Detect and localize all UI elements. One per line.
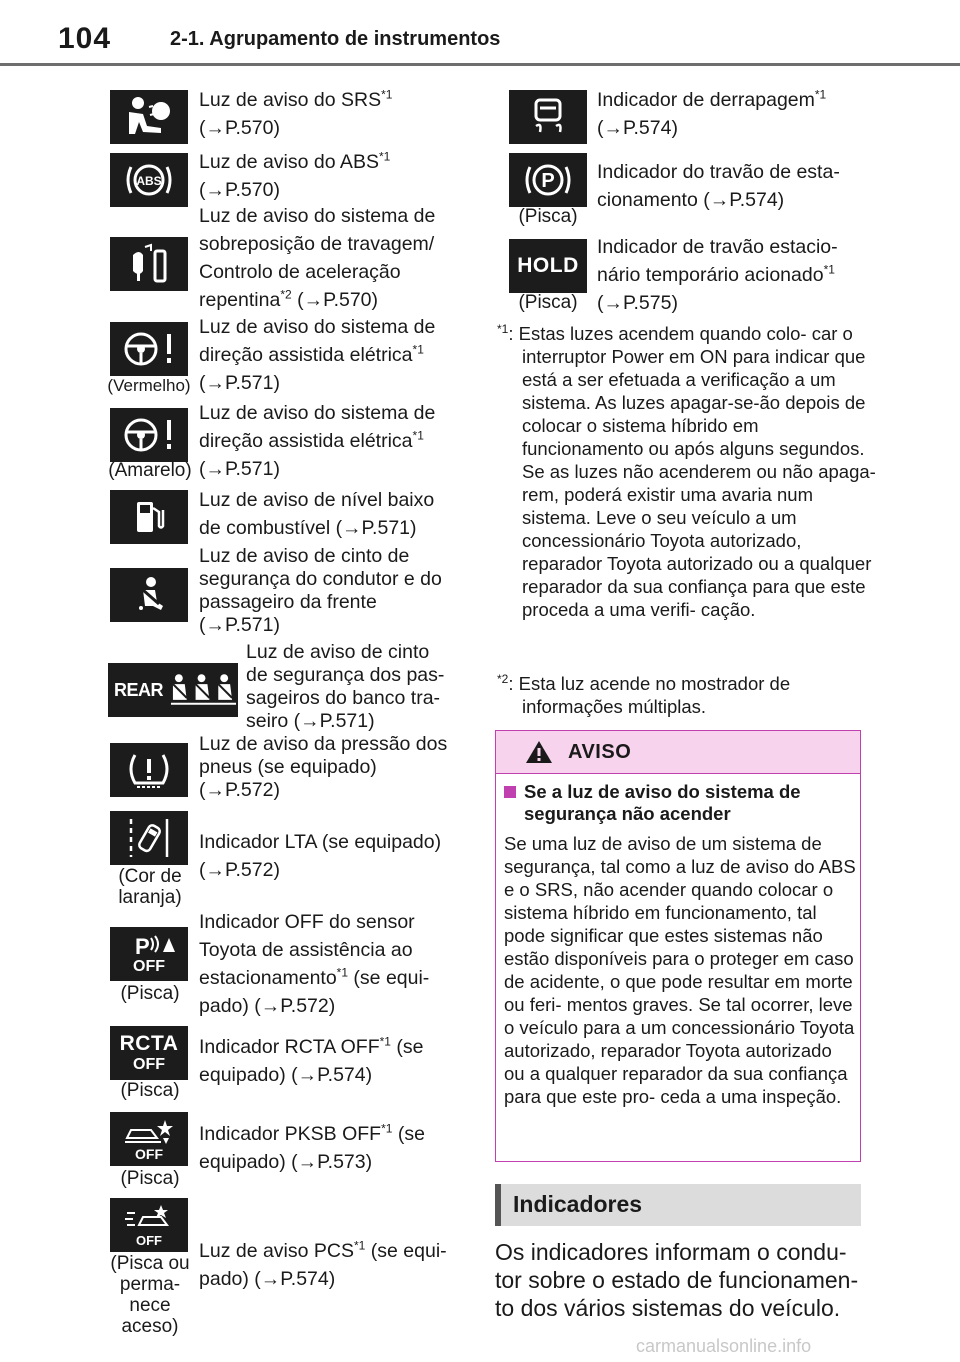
item-brake-override-text: Luz de aviso do sistema de sobreposição de travagem/ Controlo de aceleração repentina$^{*2}$ (→P.570): [199, 205, 436, 311]
warning-subtitle: Se a luz de aviso do sistema de segurança não acender: [504, 781, 874, 825]
brake-override-icon: [110, 237, 188, 291]
watermark: carmanualsonline.info: [636, 1336, 812, 1356]
item-skid-text: Indicador de derrapagem$^{*1}$ (→P.574): [597, 87, 827, 139]
fuel-pump-icon: [110, 490, 188, 544]
item-pksb-text: Indicador PKSB OFF$^{*1}$ (se equipado) (→P.573): [199, 1121, 425, 1173]
warning-triangle-icon: [524, 739, 554, 765]
page-number: 104: [58, 22, 112, 55]
item-lta-text: Indicador LTA (se equipado) (→P.572): [199, 831, 442, 881]
item-pcs-text: Luz de aviso PCS$^{*1}$ (se equi- pado) (→P.574): [199, 1238, 447, 1290]
rear-label: REAR: [114, 679, 164, 700]
svg-text:ABS: ABS: [136, 174, 162, 188]
item-rcta-text: Indicador RCTA OFF$^{*1}$ (se equipado) (→P.574): [199, 1034, 424, 1086]
pksb-off-icon: [110, 1112, 188, 1166]
parking-sensor-off-icon: [110, 927, 188, 981]
indicators-heading: Indicadores: [513, 1191, 643, 1217]
item-seatbelt-text: Luz de aviso de cinto de segurança do condutor e do passageiro da frente (→P.571): [199, 545, 442, 636]
eps-warning-icon: [110, 322, 188, 376]
warning-header: [496, 731, 860, 774]
skid-indicator-icon: [509, 90, 587, 144]
rcta-label: RCTA: [119, 1032, 179, 1055]
item-tire-text: Luz de aviso da pressão dos pneus (se equipado) (→P.572): [199, 733, 448, 801]
footnote-1: $^{*1}$: Estas luzes acendem quando colo- car o interruptor Power em ON para indicar que está a ser efetuada a verificação a um sistema. As luzes apagar-se-ão depois de colocar o sistema híbrido em funcionamento ou após alguns segundos. Se as luzes não acenderem ou não apaga- rem, poderá existir uma avaria num sistema. Leve o seu veículo a um concessionário Toyota autorizado, reparador Toyota autorizado ou a qualquer reparador da sua confiança para que este proceda a uma verifi- cação.: [497, 321, 876, 620]
footnote-2: $^{*2}$: Esta luz acende no mostrador de informações múltiplas.: [497, 671, 791, 717]
pcs-off-icon: [110, 1198, 188, 1252]
svg-text:P: P: [541, 170, 555, 192]
caption-pisca: (Pisca): [120, 1080, 180, 1101]
item-eps-yellow-text: Luz de aviso do sistema de direção assistida elétrica$^{*1}$ (→P.571): [199, 402, 436, 480]
seatbelt-icon: [110, 568, 188, 622]
warning-body: Se uma luz de aviso de um sistema de segurança, tal como a luz de aviso do ABS e o SRS, não acender quando colocar o sistema híbrido em funcionamento, tal pode significar que estes sistemas não estão disponíveis para o proteger em caso de acidente, o que pode resultar em morte ou feri- mentos graves. Se tal ocorrer, leve o veículo para a um concessionário Toyota autorizado, reparador Toyota autorizado ou a qualquer reparador da sua confiança para que este pro- ceda a uma inspeção.: [504, 833, 856, 1107]
item-parking-sensor-text: Indicador OFF do sensor Toyota de assistência ao estacionamento$^{*1}$ (se equi- pado) (→P.572): [199, 911, 430, 1017]
hold-icon: [509, 239, 587, 293]
item-rear-seatbelt-text: Luz de aviso de cinto de segurança dos pas- sageiros do banco tra- seiro (→P.571): [246, 641, 445, 732]
off-label: OFF: [133, 1056, 165, 1073]
bullet-square-icon: [504, 786, 516, 798]
item-parking-brake-text: Indicador do travão de esta- cionamento (→P.574): [597, 161, 840, 211]
abs-warning-icon: [110, 153, 188, 207]
off-label: OFF: [136, 1232, 162, 1248]
header-rule: [0, 63, 960, 66]
item-abs-text: Luz de aviso do ABS$^{*1}$ (→P.570): [199, 149, 391, 201]
section-title: 2-1. Agrupamento de instrumentos: [170, 28, 501, 50]
lta-icon: [110, 811, 188, 865]
eps-warning-icon: [110, 408, 188, 462]
caption-pisca: (Pisca): [120, 1168, 180, 1189]
indicators-heading-bar: [495, 1184, 861, 1226]
item-eps-red-text: Luz de aviso do sistema de direção assistida elétrica$^{*1}$ (→P.571): [199, 316, 436, 394]
off-label: OFF: [133, 958, 165, 975]
item-fuel-text: Luz de aviso de nível baixo de combustível (→P.571): [199, 489, 435, 539]
caption-pisca: (Pisca): [518, 206, 578, 227]
tire-pressure-icon: [110, 743, 188, 797]
caption-orange: (Cor de laranja): [118, 866, 182, 908]
svg-text:P: P: [135, 934, 150, 958]
rcta-off-icon: [110, 1026, 188, 1080]
caption-pisca-permanece: (Pisca ou perma- nece aceso): [110, 1253, 190, 1337]
item-srs-text: Luz de aviso do SRS$^{*1}$ (→P.570): [199, 87, 393, 139]
caption-pisca: (Pisca): [120, 983, 180, 1004]
caption-yellow: (Amarelo): [108, 460, 192, 481]
caption-red: (Vermelho): [107, 376, 191, 395]
item-hold-text: Indicador de travão estacio- nário temporário acionado$^{*1}$ (→P.575): [597, 236, 838, 314]
off-label: OFF: [135, 1146, 163, 1162]
warning-box: [495, 730, 861, 1162]
warning-title: AVISO: [568, 741, 632, 763]
caption-pisca: (Pisca): [518, 292, 578, 313]
page-header: [0, 0, 960, 66]
indicators-text: Os indicadores informam o condu- tor sobre o estado de funcionamen- to dos vários sistemas do veículo.: [495, 1239, 859, 1321]
rear-seatbelt-icon: [108, 663, 238, 717]
airbag-warning-icon: [110, 90, 188, 144]
parking-brake-icon: [509, 153, 587, 207]
hold-label: HOLD: [517, 254, 579, 277]
